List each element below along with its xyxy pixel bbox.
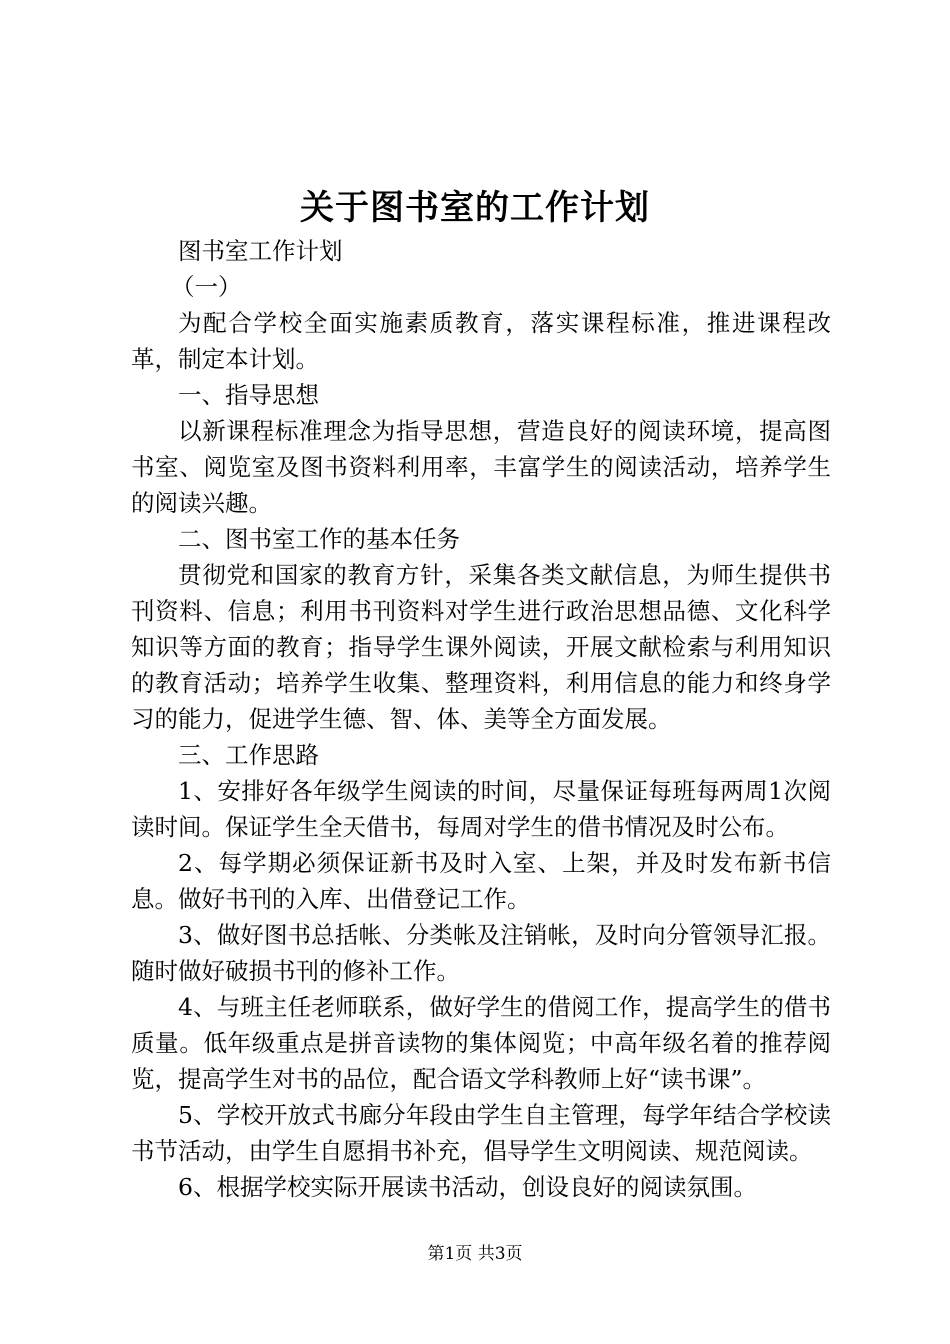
- list-item: 2、每学期必须保证新书及时入室、上架，并及时发布新书信息。做好书刊的入库、出借登记工作。: [131, 849, 831, 913]
- list-item: 4、与班主任老师联系，做好学生的借阅工作，提高学生的借书质量。低年级重点是拼音读物的集体阅览；中高年级名着的推荐阅览，提高学生对书的品位，配合语文学科教师上好“读书课”。: [131, 993, 831, 1093]
- paragraph-subtitle: 图书室工作计划: [178, 237, 343, 265]
- heading-basic-tasks: 二、图书室工作的基本任务: [178, 525, 460, 553]
- heading-guiding-thought: 一、指导思想: [178, 381, 319, 409]
- document-body: [131, 233, 831, 1205]
- paragraph-guiding-thought: 以新课程标准理念为指导思想，营造良好的阅读环境，提高图书室、阅览室及图书资料利用率，丰富学生的阅读活动，培养学生的阅读兴趣。: [131, 417, 831, 517]
- list-item: 5、学校开放式书廊分年段由学生自主管理，每学年结合学校读书节活动，由学生自愿捐书补充，倡导学生文明阅读、规范阅读。: [131, 1101, 831, 1165]
- document-title: 关于图书室的工作计划: [300, 188, 650, 228]
- list-item: 1、安排好各年级学生阅读的时间，尽量保证每班每两周1次阅读时间。保证学生全天借书，每周对学生的借书情况及时公布。: [131, 777, 831, 841]
- list-item: 6、根据学校实际开展读书活动，创设良好的阅读氛围。: [178, 1173, 757, 1201]
- paragraph-basic-tasks: 贯彻党和国家的教育方针，采集各类文献信息，为师生提供书刊资料、信息；利用书刊资料对学生进行政治思想品德、文化科学知识等方面的教育；指导学生课外阅读，开展文献检索与利用知识的教育活动；培养学生收集、整理资料，利用信息的能力和终身学习的能力，促进学生德、智、体、美等全方面发展。: [131, 561, 831, 733]
- list-item: 3、做好图书总括帐、分类帐及注销帐，及时向分管领导汇报。随时做好破损书刊的修补工作。: [131, 921, 831, 985]
- heading-work-ideas: 三、工作思路: [178, 741, 319, 769]
- page-number-footer: 第1页 共3页: [427, 1244, 523, 1264]
- paragraph-section-marker: （一）: [171, 273, 242, 301]
- paragraph-intro: 为配合学校全面实施素质教育，落实课程标准，推进课程改革，制定本计划。: [131, 309, 831, 373]
